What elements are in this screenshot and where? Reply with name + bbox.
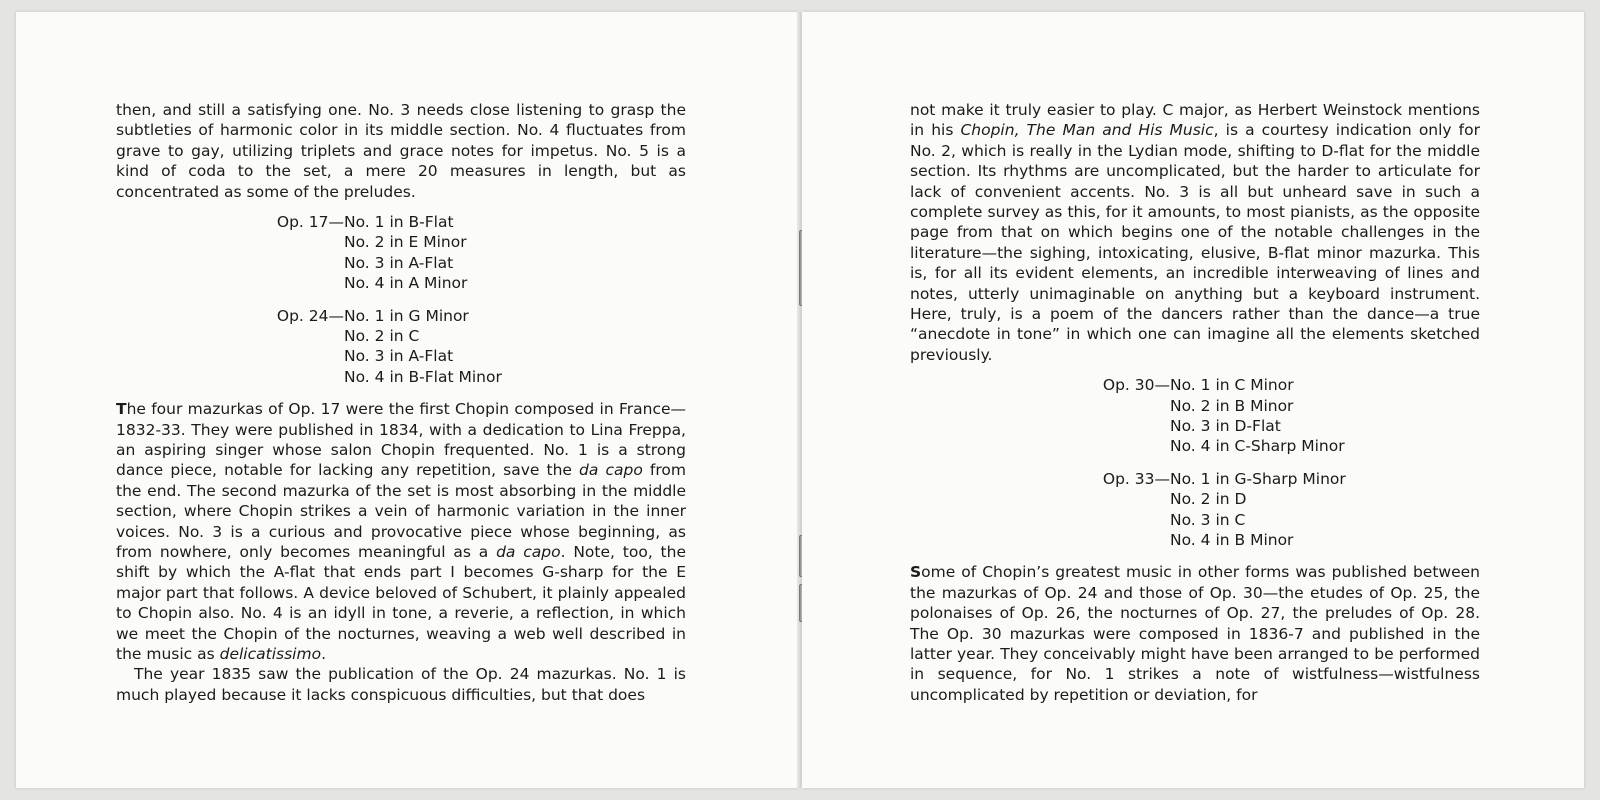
op24-item-1: No. 1 in G Minor (344, 306, 469, 325)
left-page (16, 12, 798, 788)
right-paragraph-2 (910, 562, 1480, 705)
op17-lead: Op. 17— (276, 213, 344, 232)
op33-lead: Op. 33— (1102, 469, 1170, 488)
op33-item-2: No. 2 in D (1170, 490, 1247, 509)
right-text-column (910, 100, 1480, 705)
rp1-text-a: not make it truly easier to play. C major, as Herbert Weinstock mentions in his (910, 101, 1480, 140)
rp1-book-title: Chopin, The Man and His Music (960, 121, 1214, 140)
p2-text-a: he four mazurkas of Op. 17 were the first Chopin composed in France—1832-33. They were published in 1834, with a dedication to Lina Freppa, an aspiring singer whose salon Chopin frequented. No. 1 is a strong dance piece, notable for lacking any repetition, save the (116, 400, 686, 480)
dropcap-s: S (910, 563, 922, 582)
p2-italic-3: delicatissimo (219, 645, 322, 664)
op30-lead: Op. 30— (1102, 376, 1170, 395)
rp1-text-b: , is a courtesy indication only for No. 2, which is really in the Lydian mode, shifting to D-flat for the middle section. Its rhythms are uncomplicated, but the harder to articulate for lack of convenient accents. No. 3 is all but unheard save in such a complete survey as this, for it amounts, to most pianists, as the opposite page from that on which begins one of the notable challenges in the literature—the sighing, intoxicating, elusive, B-flat minor mazurka. This is, for all its evident elements, an incredible interweaving of lines and notes, utterly unimaginable on anything but a keyboard instrument. Here, truly, is a poem of the dancers rather than the dance—a true “anecdote in tone” in which one can imagine all the elements sketched previously. (910, 121, 1480, 364)
p2-text-b: from the end. The second mazurka of the set is most absorbing in the middle section, where Chopin strikes a vein of harmonic variation in the inner voices. No. 3 is a curious and provocative piece whose beginning, as from nowhere, only becomes meaningful as a (116, 461, 686, 561)
left-text-column (116, 100, 686, 705)
op33-item-3: No. 3 in C (1170, 510, 1246, 529)
right-paragraph-1 (910, 100, 1480, 365)
op24-list (116, 306, 686, 388)
op33-list (910, 469, 1480, 551)
op30-item-1: No. 1 in C Minor (1170, 376, 1294, 395)
p2-italic-2: da capo (496, 543, 561, 561)
p2-text-c: . Note, too, the shift by which the A-flat that ends part I becomes G-sharp for the E major part that follows. A device beloved of Schubert, it plainly appealed to Chopin also. No. 4 is an idyll in tone, a reverie, a reflection, in which we meet the Chopin of the nocturnes, weaving a web well described in the music as (116, 543, 686, 664)
right-page (802, 12, 1584, 788)
left-paragraph-1: then, and still a satisfying one. No. 3 needs close listening to grasp the subtleties of harmonic color in its middle section. No. 4 fluctuates from grave to gay, utilizing triplets and grace notes for impetus. No. 5 is a kind of coda to the set, a mere 20 measures in length, but as concentrated as some of the preludes. (116, 101, 686, 201)
op30-list (910, 375, 1480, 457)
op17-list (116, 212, 686, 294)
op24-item-2: No. 2 in C (344, 326, 420, 345)
op30-item-2: No. 2 in B Minor (1170, 396, 1294, 415)
op30-item-3: No. 3 in D-Flat (1170, 417, 1281, 436)
op33-item-1: No. 1 in G-Sharp Minor (1170, 469, 1346, 488)
left-paragraph-2 (116, 399, 686, 664)
op33-item-4: No. 4 in B Minor (1170, 531, 1294, 550)
op24-lead: Op. 24— (276, 306, 344, 325)
p2-text-d: . (321, 645, 326, 664)
op17-item-4: No. 4 in A Minor (344, 274, 468, 293)
op24-item-3: No. 3 in A-Flat (344, 347, 454, 366)
p2-italic-1: da capo (579, 461, 643, 480)
op17-item-2: No. 2 in E Minor (344, 233, 467, 252)
op17-item-3: No. 3 in A-Flat (344, 253, 454, 272)
rp2-text-a: ome of Chopin’s greatest music in other forms was published between the mazurkas of Op. 24 and those of Op. 30—the etudes of Op. 25, the polonaises of Op. 26, the nocturnes of Op. 27, the preludes of Op. 28. The Op. 30 mazurkas were composed in 1836-7 and published in the latter year. They conceivably might have been arranged to be performed in sequence, for No. 1 strikes a note of wistfulness—wistfulness uncomplicated by repetition or deviation, for (910, 563, 1480, 704)
dropcap-t: T (116, 400, 127, 419)
op24-item-4: No. 4 in B-Flat Minor (344, 367, 502, 386)
op30-item-4: No. 4 in C-Sharp Minor (1170, 437, 1345, 456)
op17-item-1: No. 1 in B-Flat (344, 213, 454, 232)
left-paragraph-3: The year 1835 saw the publication of the Op. 24 mazurkas. No. 1 is much played because it lacks conspicuous difficulties, but that does (116, 665, 686, 704)
